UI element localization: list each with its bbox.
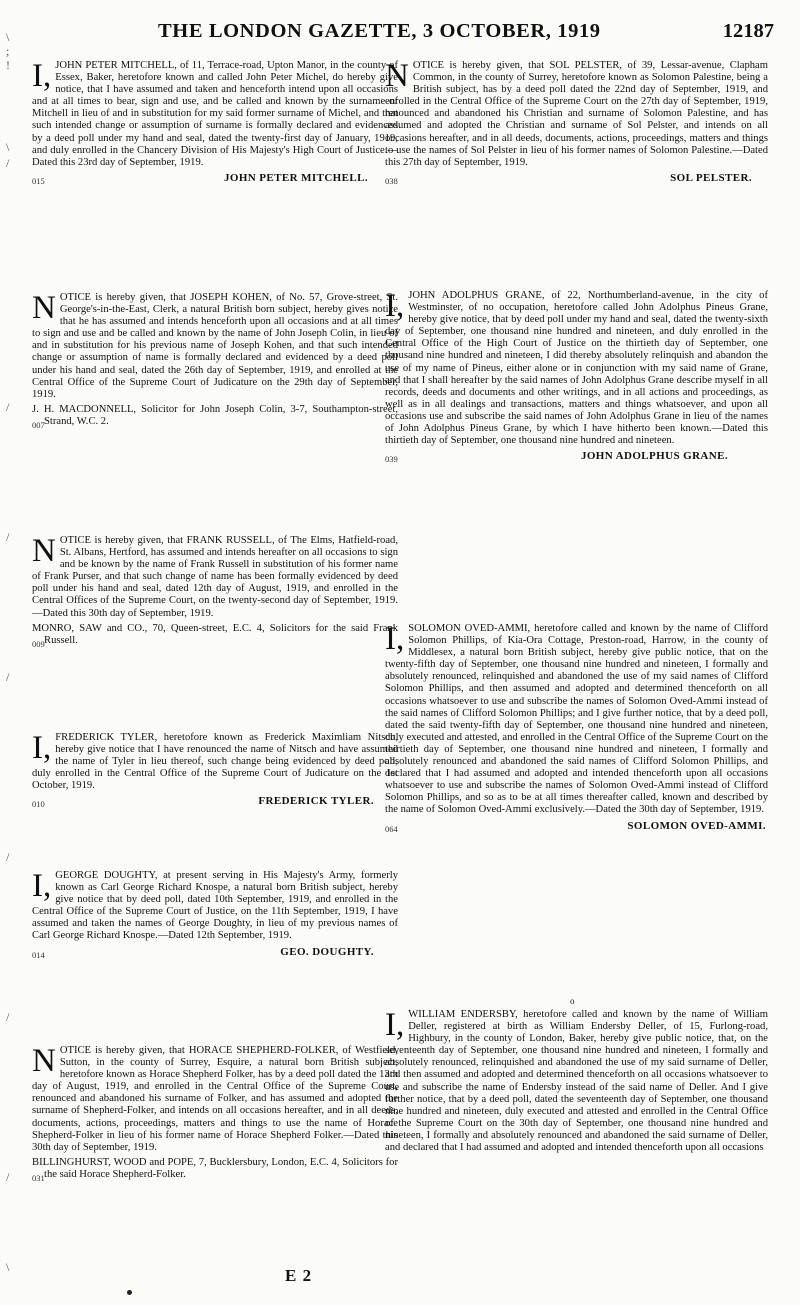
notice-code: 015 bbox=[32, 175, 45, 186]
dropcap: N bbox=[32, 1043, 56, 1079]
margin-mark: \ bbox=[6, 30, 10, 44]
page-header bbox=[150, 20, 780, 46]
ink-dot bbox=[127, 1290, 132, 1295]
margin-mark: \ bbox=[6, 1260, 10, 1274]
notice-code: 014 bbox=[32, 949, 45, 960]
notice-body: SOLOMON OVED-AMMI, heretofore called and known by the name of Clifford Solomon Phillips, of Kia-Ora Cottage, Preston-road, Harrow, in the county of Middlesex, a natural born British subject, hereby give public notice, that on the twenty-fifth day of September, one thousand nine hundred and nineteen, I formally and absolutely renounced, relinquished and abandoned the use of my said names of Clifford Solomon Phillips, and then assumed and adopted and determined thenceforth on all occasions whatsoever to use and subscribe the names of Solomon Oved-Ammi instead of the said names of Clifford Solomon Phillips; and I give further notice, that by a deed poll, dated the said twenty-fifth day of September, one thousand nine hundred and nineteen, duly executed and attested, and enrolled in the Central Office of the Supreme Court on the thirtieth day of September, one thousand nine hundred and nineteen, I formally and absolutely renounced and abandoned the said names of Clifford Solomon Phillips, and declared that I had assumed and adopted and intended thenceforth upon all occasions whatsoever to use and subscribe the names of Solomon Oved-Ammi instead of Clifford Solomon Phillips, and so as to be at all times thereafter called, known and described by the name of Solomon Oved-Ammi exclusively.—Dated the 30th day of September, 1919. bbox=[385, 623, 768, 816]
margin-mark: / bbox=[6, 850, 10, 864]
notice-code: 009 bbox=[32, 638, 45, 649]
page-number: 12187 bbox=[722, 20, 774, 42]
notice-code: 039 bbox=[385, 454, 398, 465]
notice-code: 007 bbox=[32, 420, 45, 431]
dropcap: N bbox=[385, 58, 409, 94]
margin-mark: \ bbox=[6, 140, 10, 154]
notice-pelster bbox=[385, 60, 768, 186]
notice-code: 031 bbox=[32, 1173, 45, 1184]
margin-mark: / bbox=[6, 530, 10, 544]
notice-russell bbox=[32, 535, 398, 649]
notice-solicitor: MONRO, SAW and CO., 70, Queen-street, E.C. 4, Solicitors for the said Frank Russell. bbox=[32, 622, 398, 646]
page-signature-mark: E 2 bbox=[285, 1266, 313, 1285]
notice-body: JOHN PETER MITCHELL, of 11, Terrace-road, Upton Manor, in the county of Essex, Baker, heretofore known and called John Peter Michel, do hereby give notice, that I have assumed and taken and henceforth intend upon all occasions and at all times to bear, sign and use, and be called and known by the surname of Mitchell in lieu of and in substitution for my said former surname of Michel, and that such intended change or assumption of surname is formally declared and evidenced by a deed poll under my hand and seal, dated the twenty-first day of January, 1919, and duly enrolled in the Chancery Division of His Majesty's High Court of Justice.—Dated this 23rd day of September, 1919. bbox=[32, 60, 398, 168]
dropcap: I, bbox=[385, 288, 405, 324]
notice-body: GEORGE DOUGHTY, at present serving in His Majesty's Army, formerly known as Carl George Richard Knospe, a natural born British subject, hereby give notice that by deed poll, dated 10th September, 1919, and enrolled in the Central Office of the Supreme Court of Justice, on the 11th September, 1919, I have assumed and taken the names of George Doughty, in lieu of my previous names of Carl George Richard Knospe.—Dated 12th September, 1919. bbox=[32, 870, 398, 942]
margin-mark: / bbox=[6, 1010, 10, 1024]
notice-mitchell bbox=[32, 60, 398, 186]
margin-marks bbox=[6, 30, 22, 1280]
gazette-title: THE LONDON GAZETTE, 3 OCTOBER, 1919 bbox=[158, 20, 601, 42]
notice-body: WILLIAM ENDERSBY, heretofore called and known by the name of William Deller, registered at birth as William Endersby Deller, of 15, Furlong-road, Highbury, in the county of London, Baker, hereby give public notice, that, on the seventeenth day of September, one thousand nine hundred and nineteen, I formally and absolutely renounced, relinquished and abandoned the use of my said surname of Deller, and then assumed and adopted and determined thenceforth on all occasions whatsoever to use and subscribe the name of Endersby instead of the said name of Deller. And I give further notice, that by a deed poll, dated the seventeenth day of September, one thousand nine hundred and nineteen, duly executed and attested and enrolled in the Central Office of the Supreme Court on the 30th day of September, one thousand nine hundred and nineteen, I formally and absolutely renounced and abandoned the said surname of Deller, and declared that I had assumed and adopted and intended thenceforth upon all occasions bbox=[385, 1009, 768, 1154]
notice-signature: SOLOMON OVED-AMMI. bbox=[627, 819, 766, 832]
notice-signature: JOHN ADOLPHUS GRANE. bbox=[580, 450, 728, 463]
notice-tyler bbox=[32, 732, 398, 809]
notice-oved-ammi bbox=[385, 623, 768, 834]
notice-doughty bbox=[32, 870, 398, 960]
notice-code: 064 bbox=[385, 823, 398, 834]
dropcap: I, bbox=[32, 730, 52, 766]
notice-body: OTICE is hereby given, that HORACE SHEPHERD-FOLKER, of Westfield, Sutton, in the county of Surrey, Esquire, a natural born British subject, heretofore known as Horace Shepherd Folker, has by a deed poll dated the 13th day of August, 1919, and enrolled in the Central Office of the Supreme Court, renounced and abandoned his surname of Folker, and has assumed and adopted the surname of Shepherd-Folker, and intends on all occasions hereafter, and in all deeds, documents, actions, proceedings, matters and things to use the name of Horace Shepherd-Folker in lieu of his former name of Horace Shepherd Folker.—Dated this 30th day of September, 1919. bbox=[32, 1045, 398, 1153]
notice-code: 038 bbox=[385, 175, 398, 186]
notice-body: FREDERICK TYLER, heretofore known as Frederick Maximliam Nitsch, hereby give notice that I have renounced the name of Nitsch and have assumed the name of Tyler in lieu thereof, such change being evidenced by deed poll, duly enrolled in the Central Office of the Supreme Court of Judicature on the 1st October, 1919. bbox=[32, 732, 398, 792]
notice-signature: SOL PELSTER. bbox=[670, 171, 752, 184]
margin-mark: ; bbox=[6, 44, 10, 58]
notice-solicitor: J. H. MACDONNELL, Solicitor for John Joseph Colin, 3-7, Southampton-street, Strand, W.C. 2. bbox=[32, 403, 398, 427]
dropcap: N bbox=[32, 290, 56, 326]
notice-shepherd-folker bbox=[32, 1045, 398, 1183]
notice-body: JOHN ADOLPHUS GRANE, of 22, Northumberland-avenue, in the city of Westminster, of no occupation, heretofore called John Adolphus Pineus Grane, hereby give notice, that by deed poll under my hand and seal, dated the twenty-sixth day of September, one thousand nine hundred and nineteen, and duly enrolled in the Central Office of the High Court of Justice on the thirtieth day of September, one thousand nine hundred and nineteen, I did thereby absolutely relinquish and abandon the use of my name of Pineus, either alone or in conjunction with my said name of Grane, and that I shall hereafter by the said names of John Adolphus Grane describe myself in all records, deeds and documents and other writings, and in all actions and proceedings, as well as in all dealings and transactions, matters and things whatsoever, and upon all occasions use and subscribe the said names of John Adolphus Grane in lieu of the names of John Adolphus Pineus Grane, by which I have hitherto been known.—Dated this thirtieth day of September, one thousand nine hundred and nineteen. bbox=[385, 290, 768, 447]
small-circle-mark: o bbox=[570, 996, 575, 1006]
notice-kohen bbox=[32, 292, 398, 430]
dropcap: I, bbox=[385, 621, 405, 657]
margin-mark: / bbox=[6, 400, 10, 414]
notice-signature: GEO. DOUGHTY. bbox=[280, 945, 374, 958]
margin-mark: / bbox=[6, 1170, 10, 1184]
margin-mark: / bbox=[6, 670, 10, 684]
notice-code: 010 bbox=[32, 799, 45, 810]
dropcap: N bbox=[32, 533, 56, 569]
notice-endersby bbox=[385, 1009, 768, 1154]
dropcap: I, bbox=[32, 868, 52, 904]
margin-mark: ! bbox=[6, 58, 10, 72]
notice-grane bbox=[385, 290, 768, 464]
margin-mark: / bbox=[6, 156, 10, 170]
notice-body: OTICE is hereby given, that JOSEPH KOHEN, of No. 57, Grove-street, St. George's-in-the-East, Clerk, a natural British born subject, hereby gives notice that he has assumed and intends henceforth upon all occasions and at all times to sign and use and be called and known by the name of John Joseph Colin, in lieu of and in substitution for his previous name of Joseph Kohen, and that such intended change or assumption of name is formally declared and evidenced by a deed poll under his hand and seal, dated the 26th day of September, 1919, and enrolled at the Central Office of the Supreme Court of Judicature on the 29th day of September, 1919. bbox=[32, 292, 398, 400]
notice-solicitor: BILLINGHURST, WOOD and POPE, 7, Bucklersbury, London, E.C. 4, Solicitors for the said Horace Shepherd-Folker. bbox=[32, 1156, 398, 1180]
dropcap: I, bbox=[32, 58, 52, 94]
notice-body: OTICE is hereby given, that SOL PELSTER, of 39, Lessar-avenue, Clapham Common, in the county of Surrey, heretofore known as Solomon Palestine, being a British subject, has by a deed poll dated the 22nd day of September, 1919, and enrolled in the Central Office of the Supreme Court on the 27th day of September, 1919, renounced and abandoned his Christian and surname of Solomon Palestine, and has assumed and adopted the Christian and surname of Sol Pelster, and intends on all occasions hereafter, and in all deeds, documents, actions, proceedings, matters and things to use the names of Sol Pelster in lieu of his former names of Solomon Palestine.—Dated this 27th day of September, 1919. bbox=[385, 60, 768, 168]
notice-body: OTICE is hereby given, that FRANK RUSSELL, of The Elms, Hatfield-road, St. Albans, Hertford, has assumed and intends hereafter on all occasions to sign and be known by the name of Frank Russell in substitution of his former name of Frank Purser, and that such change of name has been formally evidenced by deed poll under his hand and seal, dated 12th day of August, 1919, and enrolled in the Central Offices of the Supreme Court, on the twenty-second day of September, 1919.—Dated this 30th day of September, 1919. bbox=[32, 535, 398, 619]
notice-signature: FREDERICK TYLER. bbox=[258, 795, 374, 808]
dropcap: I, bbox=[385, 1007, 405, 1043]
notice-signature: JOHN PETER MITCHELL. bbox=[224, 171, 368, 184]
